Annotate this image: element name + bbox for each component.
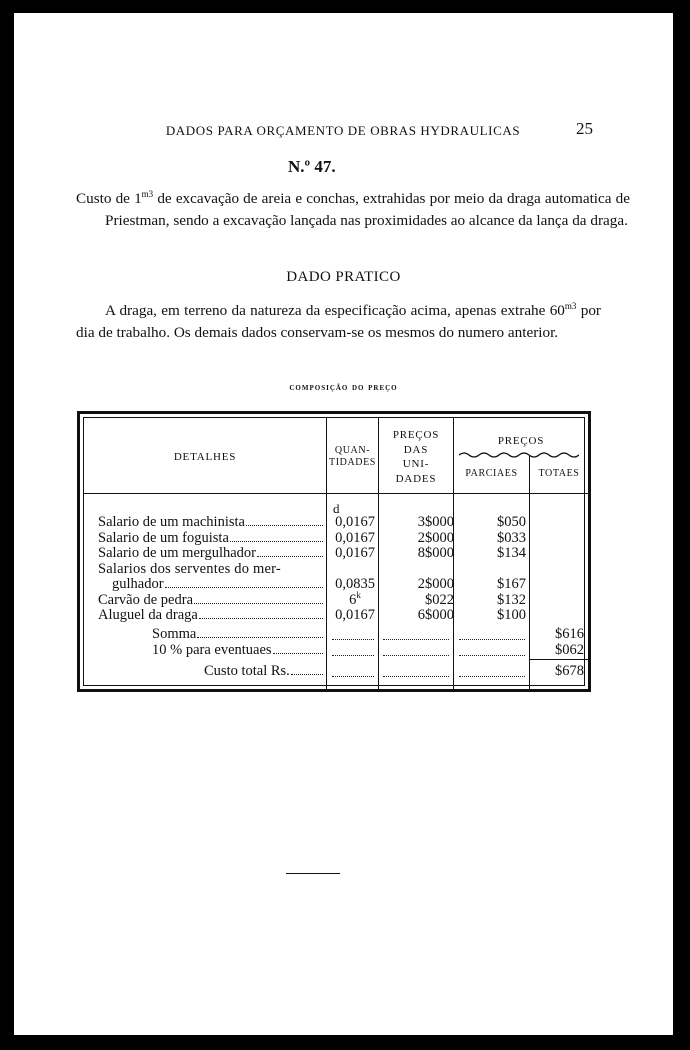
table-row-partial: $132 <box>497 591 526 608</box>
table-row-qty: 0,0167 <box>335 545 375 561</box>
summary-total: $678 <box>555 663 584 679</box>
table-row-unit-price: 2$000 <box>417 529 454 546</box>
page-number: 25 <box>576 119 593 138</box>
brace-wave <box>459 451 579 459</box>
dot-leader <box>383 666 449 677</box>
dot-leader <box>332 666 374 677</box>
table-row-qty: 0,0835 <box>335 576 375 592</box>
summary-total: $062 <box>555 641 584 658</box>
table-row-partial: $167 <box>497 576 526 592</box>
table-row-unit-price: 6$000 <box>417 607 454 623</box>
table-row-qty: 0,0167 <box>335 607 375 623</box>
summary-total: $616 <box>555 626 584 642</box>
header-rule <box>84 493 588 494</box>
price-table <box>77 411 591 692</box>
entry-number: N.º 47. <box>288 157 336 176</box>
body-paragraph: A draga, em terreno da natureza da especificação acima, apenas extrahe $60^{m3}$ por dia de trabalho. Os demais dados conservam-se os mesmos do numero anterior. <box>76 300 601 341</box>
table-title: composição do preço <box>289 382 398 393</box>
header-prices: PREÇOS <box>497 435 545 447</box>
dot-leader <box>332 645 374 656</box>
table-row-detail: Salario de um mergulhador <box>98 546 324 561</box>
table-row-unit-price: $022 <box>425 591 454 608</box>
header-details: DETALHES <box>173 451 237 463</box>
subheading: DADO PRATICO <box>286 269 401 285</box>
total-rule <box>530 659 588 660</box>
header-unit-price: PREÇOS DAS UNI- DADES <box>392 429 440 485</box>
table-row-detail-cont: gulhador <box>112 577 324 592</box>
dot-leader <box>459 666 525 677</box>
table-row-detail: Salarios dos serventes do mer- <box>98 561 281 577</box>
table-row-unit-price: 8$000 <box>417 545 454 561</box>
qty-unit-note: d <box>333 501 340 516</box>
dot-leader <box>459 629 525 640</box>
summary-label: Custo total Rs. <box>204 664 324 679</box>
price-table-inner <box>83 417 585 686</box>
dot-leader <box>383 645 449 656</box>
table-row-detail: Salario de um machinista <box>98 515 324 530</box>
table-row-qty: 6$^k$ <box>349 589 361 608</box>
problem-statement: Custo de $1^{m3}$ de excavação de areia e conchas, extrahidas por meio da draga automatica de Priestman, sendo a excavação lançada nas proximidades ao alcance da lança da draga. <box>76 188 630 229</box>
table-row-partial: $134 <box>497 545 526 561</box>
table-row-partial: $033 <box>497 529 526 546</box>
table-row-partial: $100 <box>497 607 526 623</box>
dot-leader <box>332 629 374 640</box>
table-row-unit-price: 3$000 <box>417 514 454 530</box>
table-row-detail: Carvão de pedra <box>98 593 324 608</box>
summary-label: 10 % para eventuaes <box>152 643 324 658</box>
table-row-detail: Salario de um foguista <box>98 531 324 546</box>
running-head: DADOS PARA ORÇAMENTO DE OBRAS HYDRAULICAS <box>165 123 521 138</box>
table-row-partial: $050 <box>497 514 526 530</box>
footer-rule <box>286 873 340 874</box>
header-qty: QUAN- TIDADES <box>329 445 376 468</box>
table-row-unit-price: 2$000 <box>417 576 454 592</box>
table-row-qty: 0,0167 <box>335 529 375 546</box>
summary-label: Somma <box>152 627 324 642</box>
header-totals: TOTAES <box>538 468 580 479</box>
book-page <box>14 13 673 1035</box>
col-rule <box>529 456 530 691</box>
dot-leader <box>383 629 449 640</box>
table-row-detail: Aluguel da draga <box>98 608 324 623</box>
header-partial: PARCIAES <box>465 468 518 479</box>
dot-leader <box>459 645 525 656</box>
table-row-qty: 0,0167 <box>335 514 375 530</box>
